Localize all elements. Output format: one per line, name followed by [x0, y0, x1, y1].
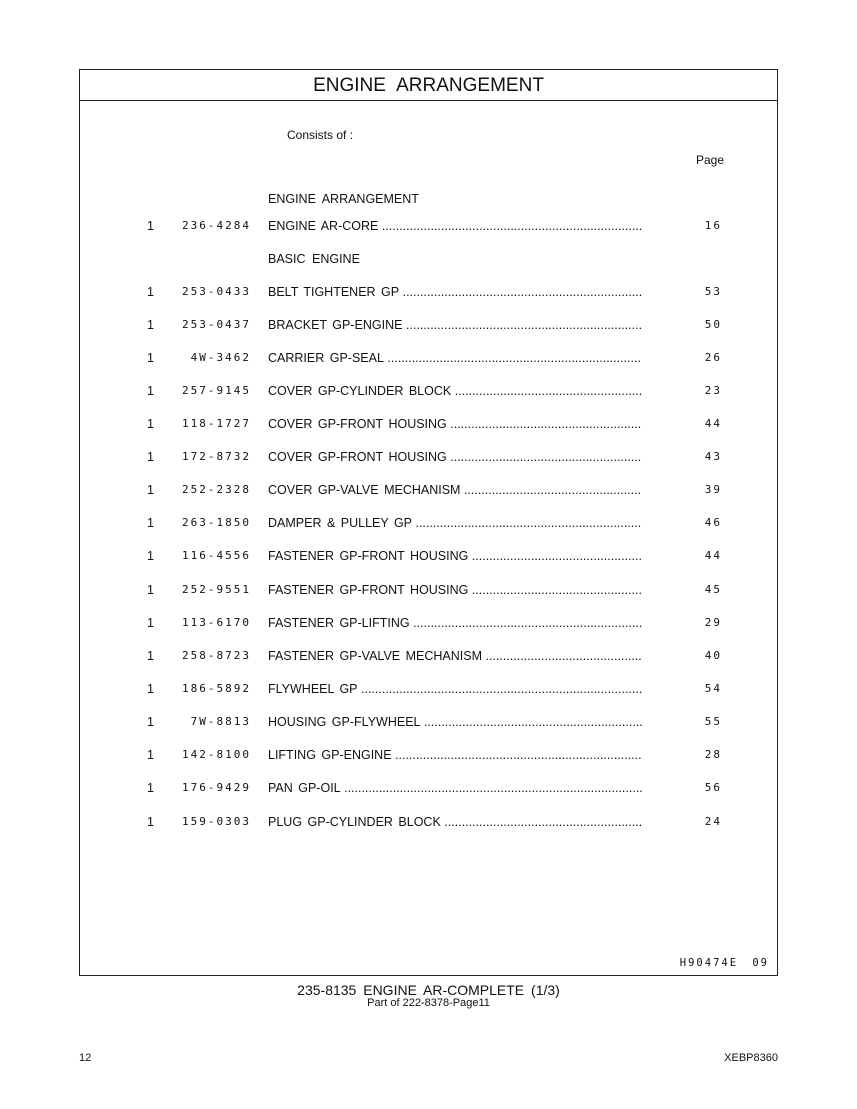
page-reference: 29: [704, 616, 722, 629]
quantity: 1: [147, 781, 154, 795]
part-number: 116-4556: [182, 549, 251, 562]
page-number: 12: [79, 1052, 92, 1064]
part-description: COVER GP-FRONT HOUSING .....: [268, 450, 642, 464]
part-row: [80, 285, 777, 301]
part-row: [80, 715, 777, 731]
page-title: ENGINE ARRANGEMENT: [80, 70, 777, 101]
consists-of-label: Consists of :: [287, 128, 354, 142]
part-row: [80, 616, 777, 632]
part-row: [80, 219, 777, 235]
quantity: 1: [147, 417, 154, 431]
part-row: [80, 748, 777, 764]
quantity: 1: [147, 682, 154, 696]
page-reference: 53: [704, 285, 722, 298]
part-number: 142-8100: [182, 748, 251, 761]
part-description: COVER GP-FRONT HOUSING .....: [268, 417, 642, 431]
page-reference: 40: [704, 649, 722, 662]
quantity: 1: [147, 815, 154, 829]
page-reference: 45: [704, 583, 722, 596]
page-reference: 23: [704, 384, 722, 397]
part-row: [80, 384, 777, 400]
part-row: [80, 815, 777, 831]
quantity: 1: [147, 516, 154, 530]
part-row: [80, 417, 777, 433]
part-description: HOUSING GP-FLYWHEEL .....: [268, 715, 642, 729]
page-reference: 43: [704, 450, 722, 463]
part-number: 253-0437: [182, 318, 251, 331]
page-reference: 26: [704, 351, 722, 364]
quantity: 1: [147, 715, 154, 729]
part-number: 7W-8813: [190, 715, 251, 728]
part-description: CARRIER GP-SEAL .....: [268, 351, 642, 365]
part-row: [80, 516, 777, 532]
section-heading: ENGINE ARRANGEMENT: [268, 192, 419, 206]
page-reference: 56: [704, 781, 722, 794]
part-description: PAN GP-OIL .....: [268, 781, 642, 795]
page-reference: 39: [704, 483, 722, 496]
part-number: 252-2328: [182, 483, 251, 496]
figure-reference: H90474E 09: [679, 957, 769, 969]
part-description: COVER GP-VALVE MECHANISM .....: [268, 483, 642, 497]
part-number: 118-1727: [182, 417, 251, 430]
part-number: 172-8732: [182, 450, 251, 463]
part-description: BELT TIGHTENER GP .....: [268, 285, 642, 299]
part-number: 4W-3462: [190, 351, 251, 364]
page-reference: 55: [704, 715, 722, 728]
quantity: 1: [147, 649, 154, 663]
quantity: 1: [147, 583, 154, 597]
page-reference: 46: [704, 516, 722, 529]
part-description: FASTENER GP-FRONT HOUSING .....: [268, 549, 642, 563]
part-description: FLYWHEEL GP .....: [268, 682, 642, 696]
part-number: 257-9145: [182, 384, 251, 397]
part-description: ENGINE AR-CORE .....: [268, 219, 642, 233]
part-row: [80, 549, 777, 565]
page-reference: 24: [704, 815, 722, 828]
quantity: 1: [147, 549, 154, 563]
quantity: 1: [147, 285, 154, 299]
part-number: 236-4284: [182, 219, 251, 232]
part-number: 263-1850: [182, 516, 251, 529]
quantity: 1: [147, 219, 154, 233]
page-reference: 50: [704, 318, 722, 331]
part-number: 258-8723: [182, 649, 251, 662]
part-number: 252-9551: [182, 583, 251, 596]
assembly-title: 235-8135 ENGINE AR-COMPLETE (1/3): [297, 982, 560, 998]
page-reference: 44: [704, 417, 722, 430]
page-reference: 54: [704, 682, 722, 695]
quantity: 1: [147, 748, 154, 762]
part-row: [80, 781, 777, 797]
part-description: DAMPER & PULLEY GP .....: [268, 516, 642, 530]
page-reference: 44: [704, 549, 722, 562]
part-row: [80, 682, 777, 698]
part-number: 113-6170: [182, 616, 251, 629]
section-heading: BASIC ENGINE: [268, 252, 360, 266]
part-description: FASTENER GP-LIFTING .....: [268, 616, 642, 630]
part-row: [80, 450, 777, 466]
quantity: 1: [147, 450, 154, 464]
part-row: [80, 318, 777, 334]
part-of-reference: Part of 222-8378-Page11: [367, 997, 490, 1009]
quantity: 1: [147, 318, 154, 332]
part-row: [80, 583, 777, 599]
part-number: 186-5892: [182, 682, 251, 695]
part-description: LIFTING GP-ENGINE .....: [268, 748, 642, 762]
part-description: FASTENER GP-VALVE MECHANISM .....: [268, 649, 642, 663]
quantity: 1: [147, 483, 154, 497]
part-description: PLUG GP-CYLINDER BLOCK .....: [268, 815, 642, 829]
document-id: XEBP8360: [724, 1052, 778, 1064]
part-description: COVER GP-CYLINDER BLOCK .....: [268, 384, 642, 398]
part-number: 176-9429: [182, 781, 251, 794]
part-number: 253-0433: [182, 285, 251, 298]
page-reference: 28: [704, 748, 722, 761]
quantity: 1: [147, 384, 154, 398]
page-reference: 16: [704, 219, 722, 232]
quantity: 1: [147, 616, 154, 630]
part-row: [80, 483, 777, 499]
parts-list-frame: [79, 69, 778, 976]
quantity: 1: [147, 351, 154, 365]
part-number: 159-0303: [182, 815, 251, 828]
part-description: BRACKET GP-ENGINE .....: [268, 318, 642, 332]
part-row: [80, 649, 777, 665]
part-description: FASTENER GP-FRONT HOUSING .....: [268, 583, 642, 597]
part-row: [80, 351, 777, 367]
page-column-header: Page: [696, 153, 725, 167]
